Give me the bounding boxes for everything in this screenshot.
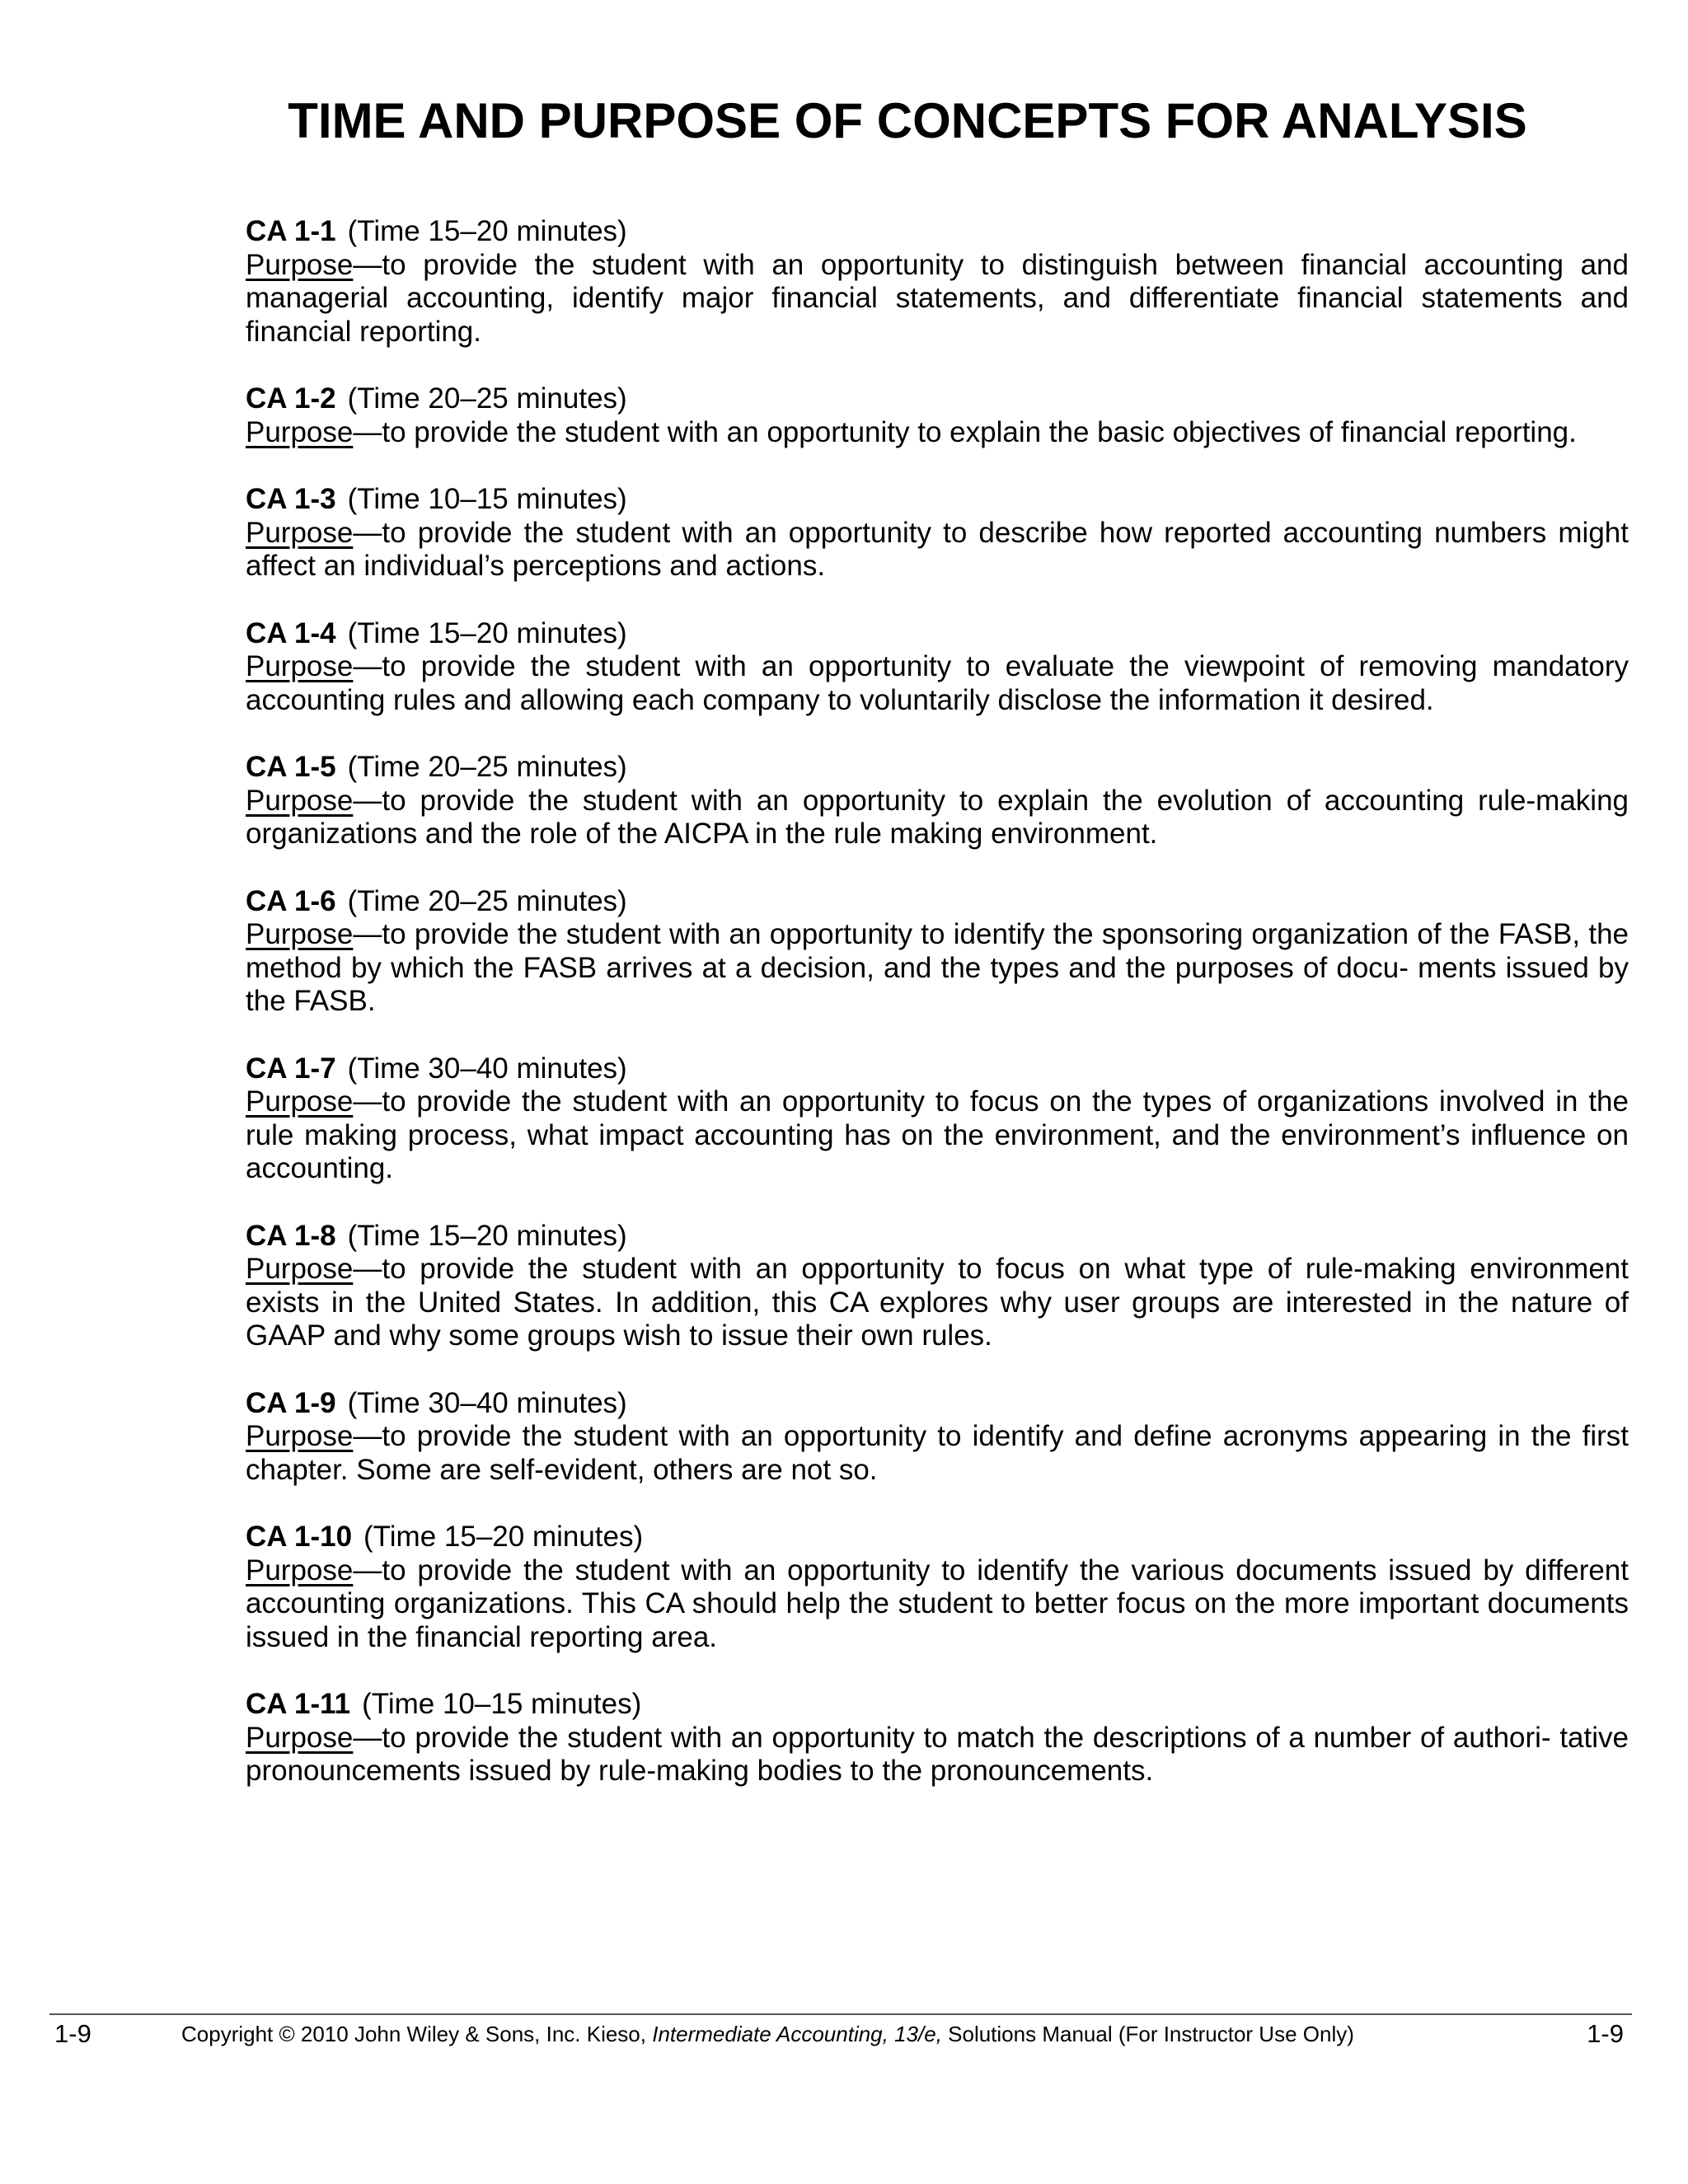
list-item (246, 1688, 1629, 1788)
item-purpose (246, 517, 1629, 583)
list-item (246, 1387, 1629, 1488)
page-number-right: 1-9 (1587, 2019, 1624, 2048)
purpose-text: —to provide the student with an opportunity to focus on what type of rule-making environment exists in the United States. In addition, this CA explores why user groups are interested in the nature of GAAP and why some groups wish to issue their own rules. (246, 1253, 1629, 1352)
purpose-text: —to provide the student with an opportunity to identify and define acronyms appearing in the first chapter. Some are self-evident, others are not so. (246, 1420, 1629, 1486)
purpose-label: Purpose (246, 1721, 354, 1754)
purpose-label: Purpose (246, 516, 354, 549)
item-heading (246, 1688, 1629, 1722)
item-time: (Time 20–25 minutes) (347, 382, 627, 415)
purpose-label: Purpose (246, 1085, 354, 1118)
purpose-label: Purpose (246, 248, 354, 281)
list-item (246, 885, 1629, 1019)
item-id: CA 1-10 (246, 1521, 353, 1553)
list-item (246, 617, 1629, 718)
concepts-list (246, 215, 1629, 1822)
copyright-notice (181, 2018, 1354, 2050)
purpose-label: Purpose (246, 1253, 354, 1285)
item-purpose (246, 416, 1629, 450)
purpose-text: —to provide the student with an opportunity to evaluate the viewpoint of removing mandatory accounting rules and allowing each company to voluntarily disclose the information it desired. (246, 650, 1629, 716)
purpose-text: —to provide the student with an opportunity to match the descriptions of a number of authori- tative pronouncements issued by rule-making bodies to the pronouncements. (246, 1721, 1629, 1787)
purpose-label: Purpose (246, 784, 354, 817)
item-id: CA 1-4 (246, 616, 336, 649)
page-title: TIME AND PURPOSE OF CONCEPTS FOR ANALYSIS (288, 93, 1527, 148)
purpose-label: Purpose (246, 1420, 354, 1452)
item-id: CA 1-6 (246, 884, 336, 917)
item-purpose (246, 249, 1629, 349)
purpose-label: Purpose (246, 650, 354, 682)
item-id: CA 1-5 (246, 751, 336, 783)
item-id: CA 1-1 (246, 215, 336, 247)
item-purpose (246, 1722, 1629, 1788)
item-time: (Time 30–40 minutes) (347, 1052, 627, 1085)
item-purpose (246, 650, 1629, 717)
item-purpose (246, 785, 1629, 851)
item-id: CA 1-8 (246, 1219, 336, 1252)
page-footer (54, 2018, 1624, 2050)
list-item (246, 215, 1629, 349)
item-heading (246, 483, 1629, 517)
footer-divider (49, 2013, 1632, 2015)
item-id: CA 1-2 (246, 382, 336, 415)
purpose-text: —to provide the student with an opportunity to identify the various documents issued by different accounting organizations. This CA should help the student to better focus on the more important documents issued in the financial reporting area. (246, 1554, 1629, 1653)
item-time: (Time 30–40 minutes) (347, 1386, 627, 1419)
list-item (246, 1521, 1629, 1654)
item-heading (246, 885, 1629, 919)
item-heading (246, 1521, 1629, 1554)
item-id: CA 1-3 (246, 483, 336, 515)
item-heading (246, 1052, 1629, 1086)
copyright-prefix: Copyright © 2010 John Wiley & Sons, Inc. Kieso, (181, 2022, 653, 2046)
list-item (246, 483, 1629, 583)
purpose-text: —to provide the student with an opportunity to explain the evolution of accounting rule-making organizations and the role of the AICPA in the rule making environment. (246, 784, 1629, 850)
item-purpose (246, 1253, 1629, 1353)
copyright-suffix: Solutions Manual (For Instructor Use Only) (941, 2022, 1354, 2046)
purpose-text: —to provide the student with an opportunity to describe how reported accounting numbers might affect an individual’s perceptions and actions. (246, 516, 1629, 582)
item-time: (Time 15–20 minutes) (347, 1219, 627, 1252)
list-item (246, 1220, 1629, 1353)
item-heading (246, 751, 1629, 785)
purpose-label: Purpose (246, 918, 354, 950)
item-heading (246, 617, 1629, 651)
item-purpose (246, 918, 1629, 1019)
purpose-text: —to provide the student with an opportunity to identify the sponsoring organization of the FASB, the method by which the FASB arrives at a decision, and the types and the purposes of docu- ments issued by the FASB. (246, 918, 1629, 1017)
item-time: (Time 15–20 minutes) (347, 215, 627, 247)
list-item (246, 382, 1629, 449)
item-purpose (246, 1420, 1629, 1487)
item-heading (246, 1387, 1629, 1421)
item-id: CA 1-7 (246, 1052, 336, 1085)
item-id: CA 1-9 (246, 1386, 336, 1419)
item-time: (Time 10–15 minutes) (362, 1688, 642, 1720)
item-time: (Time 15–20 minutes) (347, 616, 627, 649)
purpose-text: —to provide the student with an opportunity to distinguish between financial accounting and managerial accounting, identify major financial statements, and differentiate financial statements and financial reporting. (246, 248, 1629, 348)
purpose-label: Purpose (246, 1554, 354, 1586)
list-item (246, 1052, 1629, 1186)
copyright-book-title: Intermediate Accounting, 13/e, (652, 2022, 942, 2046)
item-time: (Time 20–25 minutes) (347, 884, 627, 917)
item-heading (246, 215, 1629, 249)
item-purpose (246, 1554, 1629, 1655)
item-time: (Time 20–25 minutes) (347, 751, 627, 783)
item-heading (246, 382, 1629, 416)
purpose-text: —to provide the student with an opportunity to explain the basic objectives of financial reporting. (353, 415, 1577, 448)
item-id: CA 1-11 (246, 1688, 351, 1720)
list-item (246, 751, 1629, 851)
item-purpose (246, 1085, 1629, 1186)
page-number-left: 1-9 (54, 2019, 91, 2048)
item-heading (246, 1220, 1629, 1254)
purpose-label: Purpose (246, 415, 354, 448)
item-time: (Time 15–20 minutes) (363, 1521, 644, 1553)
purpose-text: —to provide the student with an opportunity to focus on the types of organizations involved in the rule making process, what impact accounting has on the environment, and the environment’s influence on accounting. (246, 1085, 1629, 1184)
item-time: (Time 10–15 minutes) (347, 483, 627, 515)
